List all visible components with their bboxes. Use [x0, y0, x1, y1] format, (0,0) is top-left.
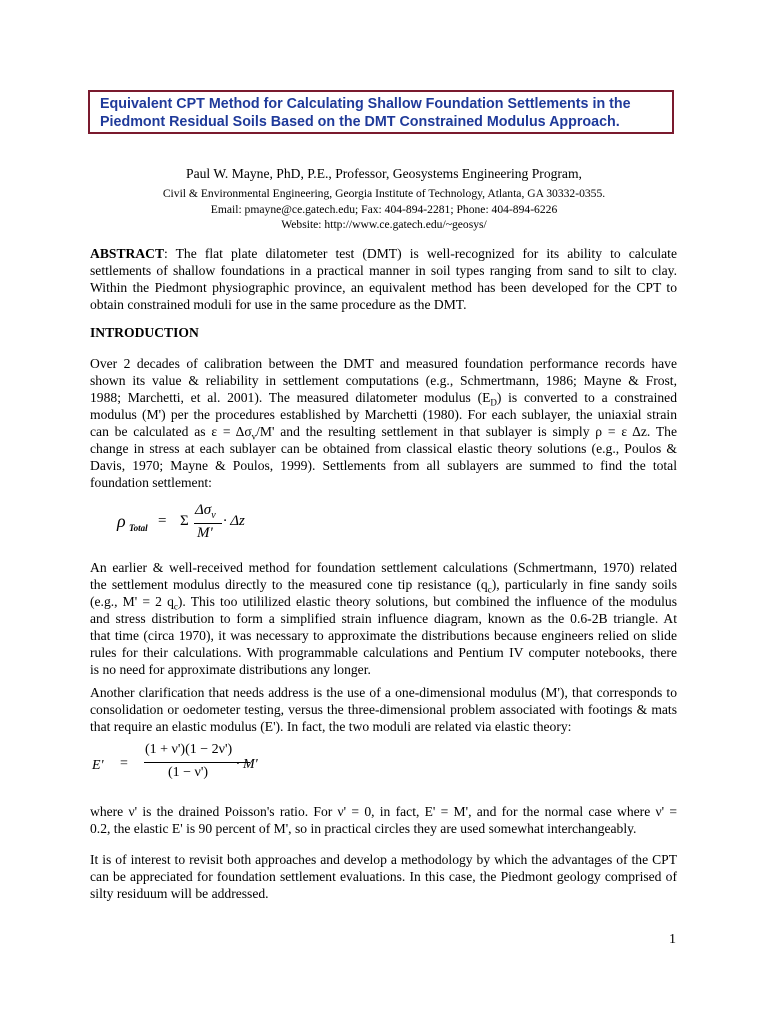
author-affiliation: Civil & Environmental Engineering, Georgia Institute of Technology, Atlanta, GA 30332-0355.: [162, 187, 606, 200]
eq2-lhs: E': [92, 758, 104, 773]
eq1-equals: =: [158, 513, 167, 529]
text-line: (e.g., M' = 2 $q_c$). This too utililized elastic theory solutions, but combined the influence of the modulus: [90, 594, 678, 612]
abstract-line: settlements of shallow foundations in a practical manner in soil types ranging from sand to silt to clay.: [90, 263, 677, 278]
eq2-equals: =: [120, 756, 128, 771]
text-line: Another clarification that needs address is the use of a one-dimensional modulus (M'), that corresponds to: [90, 685, 677, 700]
eq2-numerator: (1 + ν')(1 − 2ν'): [145, 742, 233, 757]
abstract-line: obtain constrained moduli for use in the same procedure as the DMT.: [90, 297, 467, 312]
text-line: It is of interest to revisit both approaches and develop a methodology by which the advantages of the CPT: [90, 852, 677, 867]
text-line: Davis, 1970; Mayne & Poulos, 1999). Settlements from all sublayers are summed to find the total: [90, 458, 677, 473]
text-line: can be calculated as $\varepsilon = \Delta\sigma_v/M'$ and the resulting settlement in that sublayer is simply ρ = ε Δz. The: [90, 424, 677, 442]
text-line: that time (circa 1970), it was necessary to approximate the distributions because engineers relied on slide: [90, 628, 677, 643]
eq1-fraction-bar: [194, 523, 222, 524]
abstract-paragraph: [90, 245, 677, 313]
eq2-denominator: (1 − ν'): [168, 765, 209, 780]
eq1-rho: ρ: [117, 511, 126, 531]
intro-paragraph-4: [90, 803, 677, 837]
text-line: and stress distribution to form a simplified strain influence diagram, known as the 0.6-2B triangle. At: [90, 611, 677, 626]
title-line-1: Equivalent CPT Method for Calculating Shallow Foundation Settlements in the: [100, 96, 631, 112]
intro-paragraph-5: [90, 851, 677, 902]
eq1-numerator: $\Delta\sigma_v$: [195, 502, 216, 521]
text-line: is no need for approximate distributions any longer.: [90, 662, 371, 677]
text-line: consolidation or oedometer testing, versus the three-dimensional problem associated with footings & mats: [90, 702, 677, 717]
eq1-sum: Σ: [180, 513, 189, 529]
eq2-tail: · M': [236, 757, 258, 772]
text-line: modulus (M') per the procedures established by Marchetti (1980). For each sublayer, the uniaxial strain: [90, 407, 677, 422]
text-line: shown its value & reliability in settlement computations (e.g., Schmertmann, 1986; Mayne & Frost,: [90, 373, 677, 388]
eq1-rho-subscript: Total: [129, 523, 148, 533]
text-line: 0.2, the elastic E' is 90 percent of M', so in practical circles they are used somewhat interchangeably.: [90, 821, 637, 836]
text-line: silty residuum will be addressed.: [90, 886, 269, 901]
abstract-line: Within the Piedmont physiographic province, an equivalent method has been developed for the CPT to: [90, 280, 677, 295]
text-line: rules for their calculations. With programmable calculations and Pentium IV computer notebooks, there: [90, 645, 677, 660]
text-line: the settlement modulus directly to the measured cone tip resistance $(q_c)$, particularly in fine sandy soils: [90, 577, 677, 595]
text-line: change in stress at each sublayer can be obtained from classical elastic theory solutions (e.g., Poulos &: [90, 441, 677, 456]
eq1-tail: · Δz: [223, 513, 245, 529]
text-line: 1988; Marchetti, et al. 2001). The measured dilatometer modulus $(E_D)$ is converted to a constrained: [90, 390, 677, 408]
introduction-heading: INTRODUCTION: [90, 325, 199, 340]
author-contact: Email: pmayne@ce.gatech.edu; Fax: 404-894-2281; Phone: 404-894-6226: [210, 203, 558, 216]
text-line: that require an elastic modulus (E'). In fact, the two moduli are related via elastic theory:: [90, 719, 572, 734]
text-line: where ν' is the drained Poisson's ratio. For ν' = 0, in fact, E' = M', and for the normal case where ν' =: [90, 804, 677, 819]
title-line-2: Piedmont Residual Soils Based on the DMT Constrained Modulus Approach.: [100, 114, 620, 130]
intro-paragraph-2: [90, 559, 677, 678]
abstract-label: ABSTRACT: [90, 246, 165, 261]
page-number: 1: [669, 932, 676, 947]
intro-paragraph-1: [90, 355, 677, 491]
eq2-fraction-bar: [144, 762, 250, 763]
text-line: Over 2 decades of calibration between the DMT and measured foundation performance records have: [90, 356, 677, 371]
intro-paragraph-3: [90, 684, 677, 735]
author-website: Website: http://www.ce.gatech.edu/~geosys/: [281, 218, 487, 231]
eq1-denominator: M': [197, 525, 213, 541]
text-line: An earlier & well-received method for foundation settlement calculations (Schmertmann, 1970) related: [90, 560, 677, 575]
author-name: Paul W. Mayne, PhD, P.E., Professor, Geosystems Engineering Program,: [186, 166, 582, 181]
abstract-line: ABSTRACT: The flat plate dilatometer test (DMT) is well-recognized for its ability to calculate: [90, 246, 677, 261]
text-line: can be appreciated for foundation settlement evaluations. In this case, the Piedmont geology comprised of: [90, 869, 677, 884]
text-line: foundation settlement:: [90, 475, 212, 490]
title-box: [88, 90, 674, 134]
